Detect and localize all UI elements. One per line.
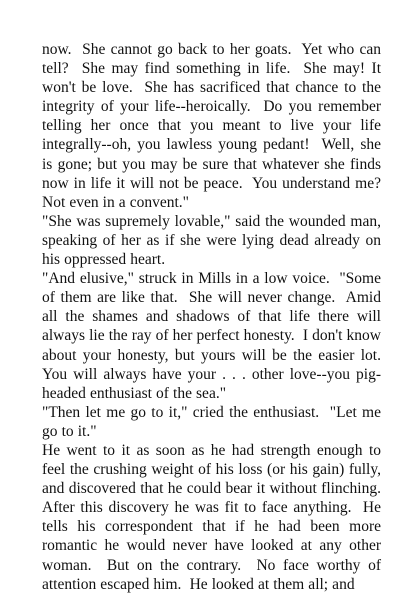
paragraph-1: now. She cannot go back to her goats. Yet who can tell? She may find something in life. She may! It won't be love. She has sacrificed that chance to the integrity of your life--heroically. Do you remember telling her once that you meant to live your life integrally--oh, you lawless young pedant! Well, she is gone; but you may be sure that whatever she finds now in life it will not be peace. You understand me? Not even in a convent." xyxy=(42,41,386,211)
paragraph-4: "Then let me go to it," cried the enthusiast. "Let me go to it." xyxy=(42,403,386,440)
paragraph-3: "And elusive," struck in Mills in a low voice. "Some of them are like that. She will never change. Amid all the shames and shadows of that life there will always lie the ray of her perfect honesty. I don't know about your honesty, but yours will be the easier lot. You will always have your . . . other love--you pig-headed enthusiast of the sea." xyxy=(42,270,386,402)
paragraph-2: "She was supremely lovable," said the wounded man, speaking of her as if she were lying dead already on his oppressed heart. xyxy=(42,212,386,269)
body-text xyxy=(42,40,386,594)
paragraph-5: He went to it as soon as he had strength enough to feel the crushing weight of his loss (or his gain) fully, and discovered that he could bear it without flinching. After this discovery he was fit to face anything. He tells his correspondent that if he had been more romantic he would never have looked at any other woman. But on the contrary. No face worthy of attention escaped him. He looked at them all; and xyxy=(42,441,386,593)
